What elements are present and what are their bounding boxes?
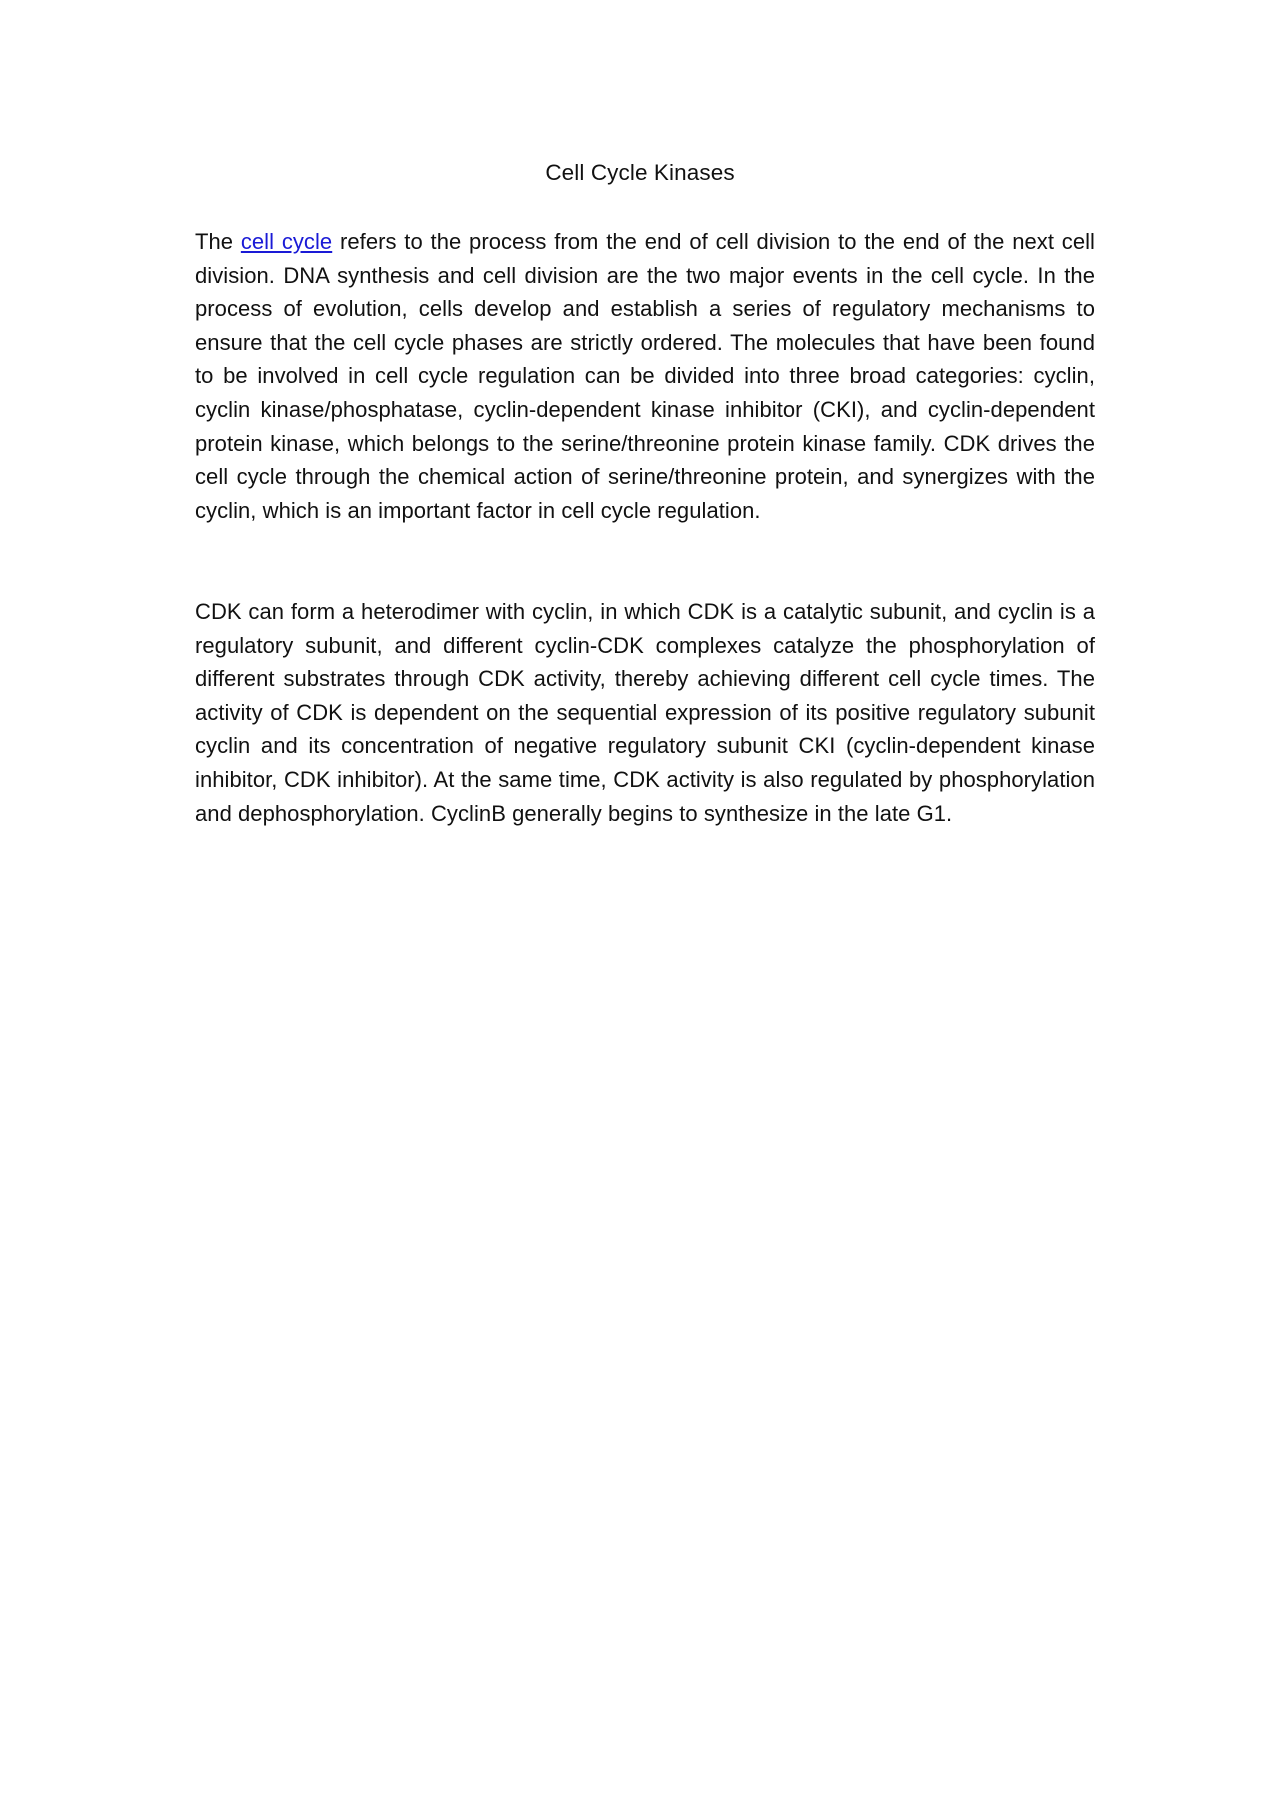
cell-cycle-link[interactable]: cell cycle	[240, 229, 333, 254]
paragraph-intro-body: refers to the process from the end of cell division to the end of the next cell division. DNA synthesis and cell division are the two major events in the cell cycle. In the process of evolution, cells develop and establish a series of regulatory mechanisms to ensure that the cell cycle phases are strictly ordered. The molecules that have been found to be involved in cell cycle regulation can be divided into three broad categories: cyclin, cyclin kinase/phosphatase, cyclin-dependent kinase inhibitor (CKI), and cyclin-dependent protein kinase, which belongs to the serine/threonine protein kinase family. CDK drives the cell cycle through the chemical action of serine/threonine protein, and synergizes with the cyclin, which is an important factor in cell cycle regulation.	[195, 229, 1095, 523]
paragraph-cdk: CDK can form a heterodimer with cyclin, in which CDK is a catalytic subunit, and cyclin is a regulatory subunit, and different cyclin-CDK complexes catalyze the phosphorylation of different substrates through CDK activity, thereby achieving different cell cycle times. The activity of CDK is dependent on the sequential expression of its positive regulatory subunit cyclin and its concentration of negative regulatory subunit CKI (cyclin-dependent kinase inhibitor, CDK inhibitor). At the same time, CDK activity is also regulated by phosphorylation and dephosphorylation. CyclinB generally begins to synthesize in the late G1.	[195, 599, 1095, 826]
paragraph-intro-lead: The	[195, 229, 241, 254]
document-title: Cell Cycle Kinases	[545, 160, 735, 185]
paragraph-intro	[195, 225, 1095, 527]
